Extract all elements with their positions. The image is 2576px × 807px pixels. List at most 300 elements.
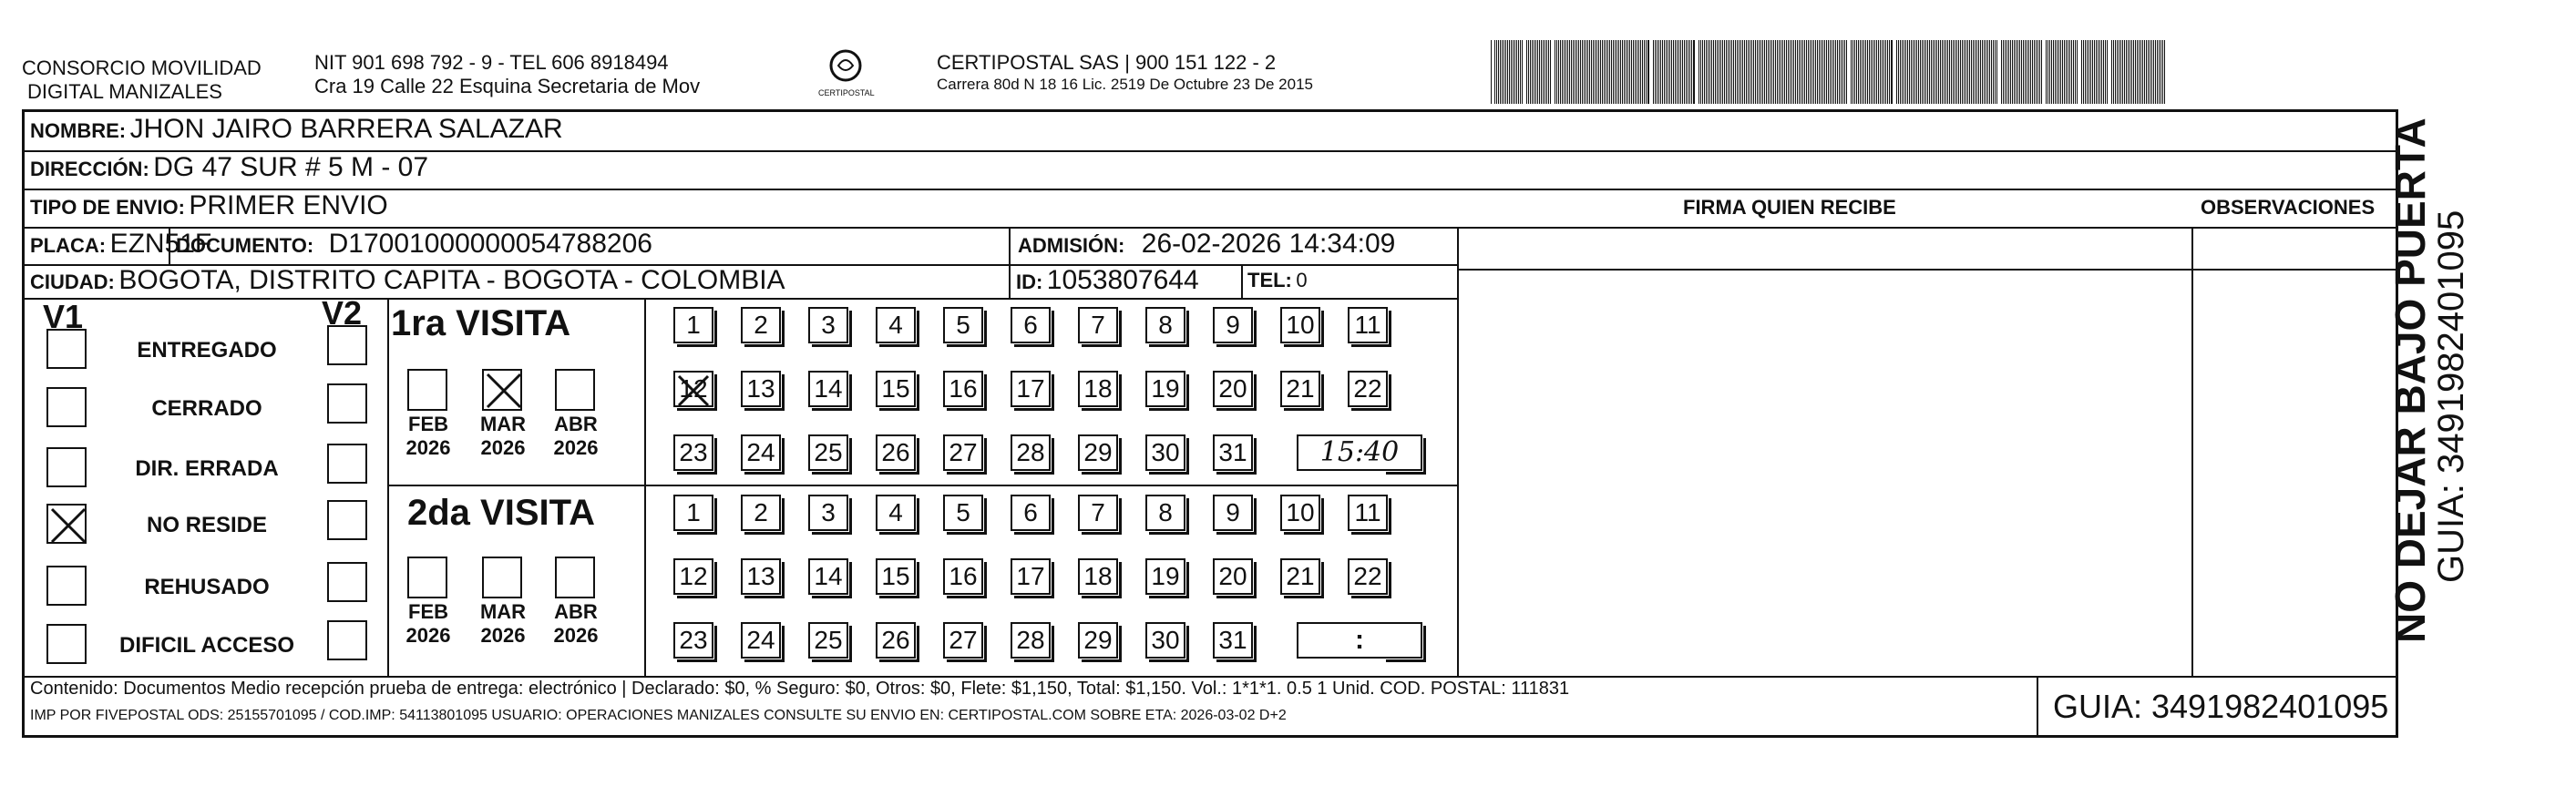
day-box[interactable] [1078,434,1118,471]
barcode-bar [1740,40,1741,104]
month-checkbox[interactable] [407,557,447,598]
barcode-bar [2016,40,2017,104]
barcode-bar [1914,40,1915,104]
day-box[interactable] [1145,558,1185,595]
barcode-bar [1936,40,1937,104]
barcode-bar [1817,40,1818,104]
day-box[interactable] [1348,558,1388,595]
recipient-name: JHON JAIRO BARRERA SALAZAR [129,114,563,144]
day-box[interactable] [673,622,713,659]
day-number: 31 [1218,438,1247,466]
barcode-bar [1502,40,1503,104]
barcode-bar [1835,40,1836,104]
day-box[interactable] [673,495,713,531]
day-box[interactable] [808,307,848,343]
status-label: REHUSADO [144,575,270,599]
day-number: 13 [746,562,775,590]
barcode-bar [1629,40,1630,104]
barcode-bar [2066,40,2067,104]
day-box[interactable] [741,495,781,531]
tel-field: TEL: 0 [1247,269,1308,291]
barcode-bar [1569,40,1570,104]
barcode-bar [1911,40,1912,104]
month-label [396,600,460,648]
day-number: 28 [1016,438,1045,466]
barcode-bar [2094,40,2095,104]
barcode-bar [1600,40,1601,104]
day-box[interactable] [1213,434,1253,471]
barcode-bar [1793,40,1794,104]
barcode-bar [1571,40,1572,104]
barcode-bar [1821,40,1822,104]
barcode-bar [1880,40,1881,104]
day-box[interactable] [1011,307,1051,343]
barcode-bar [1609,40,1610,104]
barcode-bar [1791,40,1792,104]
day-box[interactable] [1213,307,1253,343]
barcode-bar [1516,40,1517,104]
barcode-bar [2159,40,2160,104]
barcode-bar [1933,40,1934,104]
barcode-bar [2140,40,2141,104]
day-box[interactable] [741,434,781,471]
month-checkbox[interactable] [555,369,595,411]
admission-field: ADMISIÓN: 26-02-2026 14:34:09 [1018,229,1396,259]
barcode-bar [2051,40,2052,104]
day-number: 17 [1016,374,1045,403]
barcode-bar [2025,40,2026,104]
barcode-bar [1717,40,1718,104]
day-box[interactable] [876,622,916,659]
barcode-bar [2090,40,2091,104]
month-checkbox[interactable] [482,557,522,598]
barcode-bar [1918,40,1919,104]
day-box[interactable] [1145,371,1185,407]
barcode-bar [1537,40,1538,104]
barcode-bar [1669,40,1670,104]
barcode-bar [1863,40,1864,104]
city-field: CIUDAD: BOGOTA, DISTRITO CAPITA - BOGOTA - COLOMBIA [30,265,785,295]
barcode-bar [1708,40,1709,104]
barcode-bar [1929,40,1930,104]
barcode-bar [1746,40,1747,104]
barcode-bar [1673,40,1674,104]
barcode-bar [1978,40,1979,104]
month-name: ABR [554,413,598,435]
barcode-bar [1528,40,1529,104]
barcode-bar [1539,40,1540,104]
name-row: NOMBRE: JHON JAIRO BARRERA SALAZAR [30,114,563,144]
barcode-bar [1660,40,1661,104]
day-box[interactable] [876,371,916,407]
day-number: 10 [1286,311,1315,339]
day-box[interactable] [1011,495,1051,531]
barcode-bar [2041,40,2042,104]
day-number: 27 [949,626,978,654]
barcode-bar [1591,40,1592,104]
barcode-bar [2162,40,2163,104]
barcode-bar [1762,40,1763,104]
day-box[interactable] [741,622,781,659]
day-box[interactable] [1280,558,1320,595]
barcode-bar [1837,40,1838,104]
barcode-bar [1771,40,1772,104]
v2-checkbox[interactable] [327,562,367,602]
barcode-bar [1748,40,1749,104]
barcode-bar [1513,40,1514,104]
time-box[interactable] [1297,622,1422,659]
day-box[interactable] [876,495,916,531]
day-box[interactable] [808,434,848,471]
day-box[interactable] [1011,371,1051,407]
barcode-bar [1662,40,1663,104]
barcode-bar [2017,40,2018,104]
v2-header: V2 [322,294,363,332]
v2-checkbox[interactable] [327,383,367,424]
day-box[interactable] [808,371,848,407]
barcode-bar [1779,40,1780,104]
barcode-bar [2124,40,2125,104]
day-box[interactable] [1213,371,1253,407]
day-number: 15 [881,374,910,403]
barcode-bar [1520,40,1521,104]
day-box[interactable] [1348,371,1388,407]
day-box[interactable] [1348,495,1388,531]
day-box[interactable] [673,558,713,595]
day-number: 26 [881,626,910,654]
day-box[interactable] [943,495,983,531]
barcode-bar [2113,40,2114,104]
v2-checkbox[interactable] [327,620,367,660]
day-box[interactable] [741,307,781,343]
document-field: DOCUMENTO: D17001000000054788206 [176,229,652,259]
day-box[interactable] [943,558,983,595]
barcode-bar [2148,40,2149,104]
barcode-bar [2111,40,2112,104]
barcode-bar [2049,40,2050,104]
barcode-bar [2073,40,2074,104]
month-checkbox[interactable] [555,557,595,598]
barcode-bar [2107,40,2108,104]
day-number: 4 [888,311,903,339]
day-box[interactable] [741,558,781,595]
day-box[interactable] [1078,371,1118,407]
barcode-bar [1550,40,1551,104]
send-type-row: TIPO DE ENVIO: PRIMER ENVIO [30,190,388,220]
barcode-bar [1635,40,1636,104]
day-box[interactable] [1280,307,1320,343]
barcode-bar [1546,40,1547,104]
day-number: 30 [1151,626,1180,654]
barcode-bar [1715,40,1716,104]
month-year: 2026 [480,624,526,647]
barcode-bar [1498,40,1499,104]
day-number: 3 [821,311,836,339]
cross-mark-icon [675,373,712,409]
day-box[interactable] [1280,371,1320,407]
barcode-bar [1611,40,1612,104]
day-box[interactable] [808,558,848,595]
barcode-bar [2103,40,2104,104]
v1-header: V1 [43,298,84,335]
barcode-bar [2069,40,2070,104]
barcode-bar [1865,40,1866,104]
month-year: 2026 [405,624,451,647]
barcode-bar [1666,40,1667,104]
day-box[interactable] [1011,622,1051,659]
barcode-bar [1671,40,1672,104]
month-name: ABR [554,600,598,623]
day-box[interactable] [943,371,983,407]
day-number: 11 [1354,498,1381,526]
observations-header: OBSERVACIONES [2201,196,2376,219]
barcode-bar [2047,40,2048,104]
barcode-bar [2096,40,2097,104]
barcode-bar [1593,40,1594,104]
recipient-address: DG 47 SUR # 5 M - 07 [153,152,429,182]
barcode-bar [1833,40,1834,104]
barcode-bar [1839,40,1840,104]
barcode-bar [1938,40,1939,104]
barcode-bar [1815,40,1816,104]
day-box[interactable] [1213,558,1253,595]
month-label [396,413,460,460]
barcode-bar [2157,40,2158,104]
barcode-bar [1556,40,1557,104]
barcode-bar [2046,40,2047,104]
barcode-bar [1509,40,1510,104]
barcode-bar [1689,40,1690,104]
day-number: 24 [746,626,775,654]
barcode-bar [1882,40,1883,104]
barcode-bar [2105,40,2106,104]
barcode-bar [1535,40,1536,104]
barcode-bar [2146,40,2147,104]
barcode-bar [1680,40,1681,104]
v1-checkbox[interactable] [46,387,87,427]
barcode-bar [2006,40,2007,104]
barcode-bar [1841,40,1842,104]
day-box[interactable] [808,622,848,659]
barcode-bar [1967,40,1968,104]
day-box[interactable] [1145,495,1185,531]
day-number: 22 [1353,374,1382,403]
status-label: NO RESIDE [146,513,268,537]
barcode-bar [1602,40,1603,104]
status-label: DIR. ERRADA [135,456,279,481]
month-name: MAR [479,413,527,435]
day-number: 8 [1158,498,1173,526]
barcode-bar [1702,40,1703,104]
day-box[interactable] [1213,495,1253,531]
barcode-bar [1526,40,1527,104]
barcode-bar [2085,40,2086,104]
barcode-bar [1655,40,1656,104]
barcode-bar [2012,40,2013,104]
signature-header: FIRMA QUIEN RECIBE [1683,196,1896,219]
barcode-bar [1900,40,1901,104]
day-box[interactable] [808,495,848,531]
barcode-bar [1878,40,1879,104]
barcode-bar [2005,40,2006,104]
barcode-bar [1965,40,1966,104]
barcode-bar [1824,40,1825,104]
v2-checkbox[interactable] [327,444,367,484]
barcode-bar [1580,40,1581,104]
barcode-bar [1724,40,1725,104]
company-name: CONSORCIO MOVILIDAD DIGITAL MANIZALES [22,56,262,103]
barcode-bar [2032,40,2033,104]
barcode [1491,40,2174,104]
handwritten-time: 15:40 [1319,436,1400,468]
month-checkbox[interactable] [407,369,447,411]
v1-checkbox[interactable] [46,624,87,664]
barcode-bar [1613,40,1614,104]
day-box[interactable] [1145,434,1185,471]
day-box[interactable] [1348,307,1388,343]
month-name: FEB [408,413,448,435]
barcode-bar [2164,40,2165,104]
barcode-bar [1976,40,1977,104]
day-number: 28 [1016,626,1045,654]
status-label: CERRADO [151,396,262,421]
day-number: 24 [746,438,775,466]
day-box[interactable] [876,307,916,343]
barcode-bar [1962,40,1963,104]
barcode-bar [2075,40,2076,104]
day-box[interactable] [943,622,983,659]
day-number: 23 [679,438,708,466]
day-number: 29 [1083,626,1113,654]
barcode-bar [1891,40,1893,104]
barcode-bar [2023,40,2024,104]
barcode-bar [1860,40,1861,104]
barcode-bar [2155,40,2156,104]
barcode-bar [2053,40,2054,104]
barcode-bar [2083,40,2084,104]
barcode-bar [1944,40,1945,104]
month-year: 2026 [405,436,451,459]
day-box[interactable] [1078,495,1118,531]
barcode-bar [1869,40,1870,104]
barcode-bar [1969,40,1970,104]
barcode-bar [1797,40,1798,104]
v1-checkbox[interactable] [46,566,87,606]
barcode-bar [2098,40,2099,104]
day-number: 23 [679,626,708,654]
barcode-bar [2019,40,2020,104]
day-box[interactable] [1011,434,1051,471]
day-box[interactable] [673,307,713,343]
barcode-bar [1744,40,1745,104]
barcode-bar [2120,40,2121,104]
barcode-bar [2008,40,2009,104]
day-box[interactable] [1078,558,1118,595]
day-number: 19 [1151,374,1180,403]
v1-checkbox[interactable] [46,447,87,487]
barcode-bar [1587,40,1588,104]
barcode-bar [1737,40,1738,104]
footer-guia: GUIA: 3491982401095 [2053,688,2389,725]
barcode-bar [2133,40,2134,104]
barcode-bar [1916,40,1917,104]
courier-logo-icon [827,47,864,84]
day-box[interactable] [741,371,781,407]
barcode-bar [2055,40,2056,104]
day-number: 2 [754,498,768,526]
day-number: 13 [746,374,775,403]
time-box[interactable] [1297,434,1422,471]
day-box[interactable] [943,434,983,471]
barcode-bar [1810,40,1811,104]
barcode-bar [1678,40,1679,104]
barcode-bar [1945,40,1946,104]
barcode-bar [1682,40,1683,104]
barcode-bar [1677,40,1678,104]
day-box[interactable] [673,434,713,471]
barcode-bar [2131,40,2132,104]
day-box[interactable] [876,434,916,471]
barcode-bar [1735,40,1736,104]
v2-checkbox[interactable] [327,500,367,540]
barcode-bar [1949,40,1950,104]
barcode-bar [1653,40,1654,104]
day-box[interactable] [1078,622,1118,659]
day-box[interactable] [1213,622,1253,659]
barcode-bar [2021,40,2022,104]
day-box[interactable] [1280,495,1320,531]
id-field: ID: 1053807644 [1016,265,1199,295]
barcode-bar [2071,40,2072,104]
barcode-bar [1532,40,1533,104]
barcode-bar [1560,40,1561,104]
day-number: 9 [1226,498,1240,526]
barcode-bar [2142,40,2143,104]
day-number: 31 [1218,626,1247,654]
barcode-bar [1722,40,1723,104]
barcode-bar [1852,40,1853,104]
day-box[interactable] [876,558,916,595]
barcode-bar [1739,40,1740,104]
barcode-bar [1987,40,1988,104]
day-box[interactable] [1078,307,1118,343]
v2-checkbox[interactable] [327,325,367,365]
barcode-bar [1874,40,1875,104]
barcode-bar [1971,40,1972,104]
day-number: 6 [1023,498,1038,526]
day-box[interactable] [1011,558,1051,595]
barcode-bar [1811,40,1812,104]
barcode-bar [1925,40,1926,104]
barcode-bar [1633,40,1634,104]
month-checkbox[interactable] [482,369,522,411]
delivery-form [22,109,2398,738]
day-number: 27 [949,438,978,466]
day-box[interactable] [673,371,713,407]
day-number: 26 [881,438,910,466]
day-number: 25 [814,626,843,654]
day-box[interactable] [1145,307,1185,343]
day-box[interactable] [943,307,983,343]
barcode-bar [2160,40,2161,104]
v1-checkbox[interactable] [46,329,87,369]
v1-checkbox[interactable] [46,504,87,544]
barcode-bar [1638,40,1639,104]
day-box[interactable] [1145,622,1185,659]
barcode-bar [2030,40,2031,104]
barcode-bar [1854,40,1855,104]
barcode-bar [1595,40,1596,104]
